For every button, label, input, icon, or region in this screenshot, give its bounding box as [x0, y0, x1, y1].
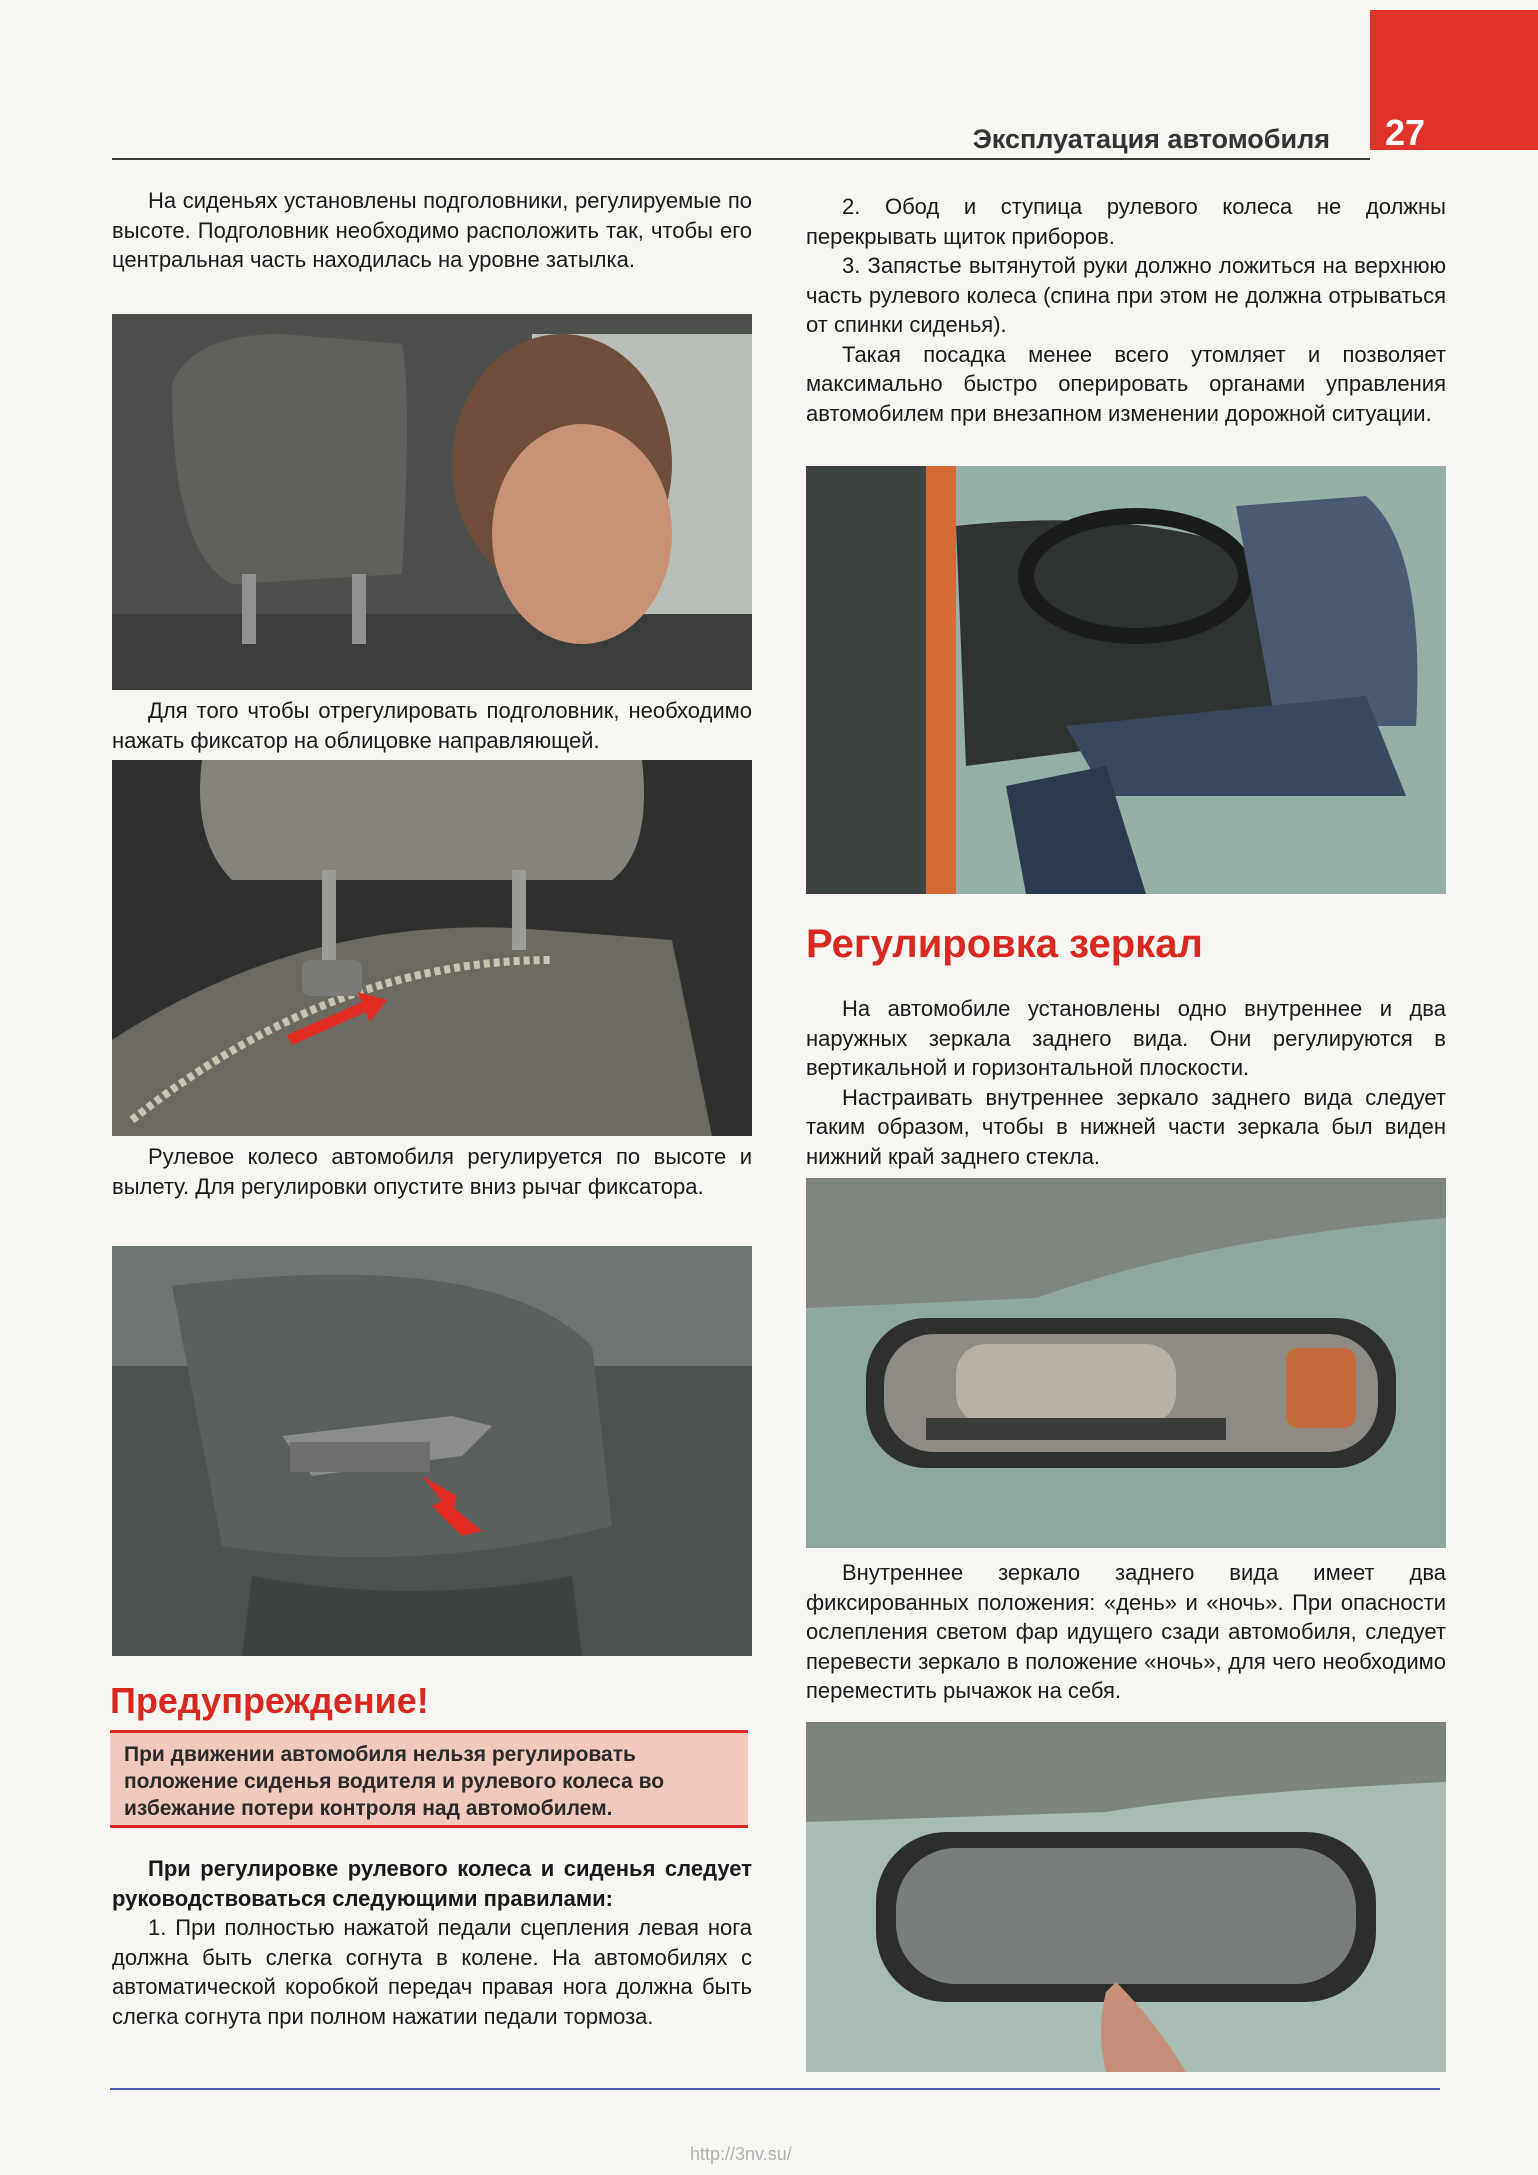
posture-paragraph: Такая посадка менее всего утомляет и позволяет максимально быстро оперировать органами управления автомобилем при внезапном изменении дорожной ситуации.	[806, 341, 1446, 426]
caption-headrest-block	[112, 696, 752, 755]
headrest-paragraph-block	[112, 186, 752, 275]
header-divider	[112, 158, 1370, 160]
mirror-modes-block	[806, 1558, 1446, 1706]
footer-divider	[110, 2088, 1440, 2090]
right-rules-block	[806, 192, 1446, 428]
footer-watermark-url[interactable]: http://3nv.su/	[690, 2144, 792, 2164]
photo-headrest-latch	[112, 760, 752, 1136]
mirrors-paragraph-block	[806, 994, 1446, 1171]
mirrors-paragraph-2: Настраивать внутреннее зеркало заднего вида следует таким образом, чтобы в нижней части зеркала был виден нижний край заднего стекла.	[806, 1084, 1446, 1169]
photo-driver-seated	[806, 466, 1446, 894]
steering-paragraph: Рулевое колесо автомобиля регулируется по высоте и вылету. Для регулировки опустите вниз рычаг фиксатора.	[112, 1144, 752, 1199]
photo-rearview-mirror-day	[806, 1178, 1446, 1548]
rules-block	[112, 1854, 752, 2031]
rules-lead: При регулировке рулевого колеса и сиденья следует руководствоваться следующими правилами:	[112, 1856, 752, 1911]
photo-rearview-mirror-lever	[806, 1722, 1446, 2072]
photo-steering-lever	[112, 1246, 752, 1656]
warning-text: При движении автомобиля нельзя регулировать положение сиденья водителя и рулевого колеса во избежание потери контроля над автомобилем.	[124, 1743, 665, 1820]
warning-box	[110, 1730, 748, 1828]
photo-headrest-driver	[112, 314, 752, 690]
rule-3: 3. Запястье вытянутой руки должно ложиться на верхнюю часть рулевого колеса (спина при этом не должна отрываться от спинки сиденья).	[806, 253, 1446, 337]
mirrors-paragraph-1: На автомобиле установлены одно внутреннее и два наружных зеркала заднего вида. Они регулируются в вертикальной и горизонтальной плоскости.	[806, 996, 1446, 1080]
headrest-paragraph: На сиденьях установлены подголовники, регулируемые по высоте. Подголовник необходимо расположить так, чтобы его центральная часть находилась на уровне затылка.	[112, 188, 752, 272]
steering-paragraph-block	[112, 1142, 752, 1201]
mirror-modes-paragraph: Внутреннее зеркало заднего вида имеет два фиксированных положения: «день» и «ночь». При опасности ослепления светом фар идущего сзади автомобиля, следует перевести зеркало в положение «ночь», для чего необходимо переместить рычажок на себя.	[806, 1560, 1446, 1703]
page-number: 27	[1385, 112, 1426, 153]
warning-title: Предупреждение!	[110, 1680, 429, 1721]
caption-headrest-adjust: Для того чтобы отрегулировать подголовник, необходимо нажать фиксатор на облицовке направляющей.	[112, 698, 752, 753]
mirrors-heading: Регулировка зеркал	[806, 922, 1203, 966]
rule-2: 2. Обод и ступица рулевого колеса не должны перекрывать щиток приборов.	[806, 194, 1446, 249]
section-header-title: Эксплуатация автомобиля	[972, 124, 1330, 154]
rule-1: 1. При полностью нажатой педали сцепления левая нога должна быть слегка согнута в колене. На автомобилях с автоматической коробкой передач правая нога должна быть слегка согнута при полном нажатии педали тормоза.	[112, 1915, 752, 2029]
